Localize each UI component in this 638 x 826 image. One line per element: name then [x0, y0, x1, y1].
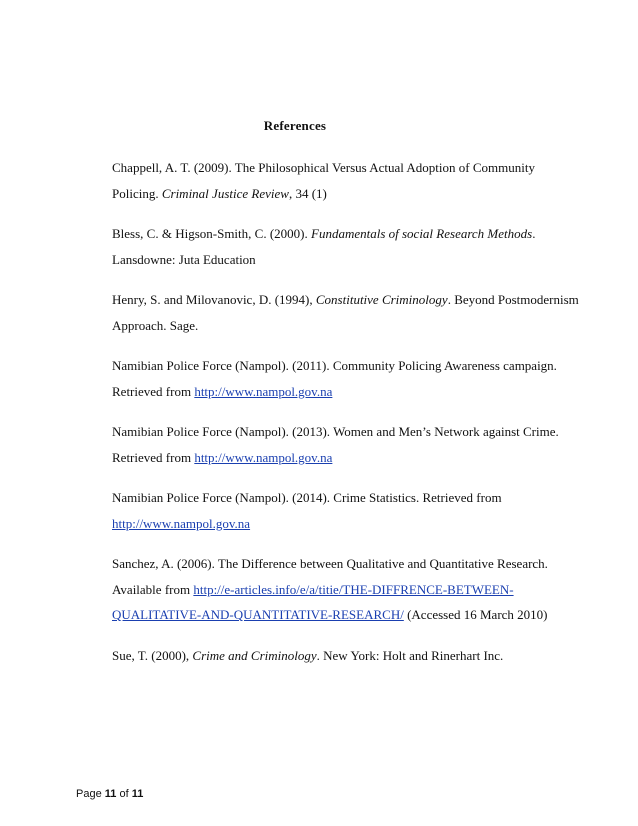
page-total: 11 [131, 788, 144, 800]
reference-title: Crime and Criminology [192, 647, 317, 663]
reference-title: Criminal Justice Review [161, 185, 289, 201]
reference-entry [112, 353, 582, 404]
reference-link[interactable]: http://e-articles.info/e/a/titie/THE-DIFFRENCE-BETWEEN-QUALITATIVE-AND-QUANTITATIVE-RESEARCH/ [112, 581, 514, 622]
reference-text: Sue, T. (2000), [112, 647, 193, 663]
reference-entry [112, 155, 582, 206]
reference-text: . Beyond Postmodernism Approach. Sage. [112, 292, 579, 333]
page-footer [76, 788, 143, 800]
reference-title: Fundamentals of social Research Methods [311, 226, 533, 241]
reference-entry [112, 221, 582, 272]
reference-text: , 34 (1) [288, 185, 327, 201]
reference-title: Constitutive Criminology [315, 292, 448, 307]
reference-list [112, 155, 582, 683]
reference-entry [112, 643, 582, 669]
reference-text: Namibian Police Force (Nampol). (2013). Women and Men’s Network against Crime. Retrieved from [112, 424, 559, 465]
reference-link[interactable]: http://www.nampol.gov.na [112, 515, 251, 531]
reference-entry [112, 287, 582, 338]
page-number: 11 [104, 788, 117, 800]
reference-text: (Accessed 16 March 2010) [403, 607, 548, 622]
reference-entry [112, 551, 582, 628]
reference-text: Henry, S. and Milovanovic, D. (1994), [112, 292, 316, 307]
reference-entry [112, 419, 582, 470]
reference-text: Namibian Police Force (Nampol). (2011). Community Policing Awareness campaign. Retrieved from [112, 358, 557, 399]
reference-text: Bless, C. & Higson-Smith, C. (2000). [112, 226, 311, 241]
reference-text: . New York: Holt and Rinerhart Inc. [316, 647, 504, 663]
reference-link[interactable]: http://www.nampol.gov.na [194, 449, 333, 465]
reference-text: Sanchez, A. (2006). The Difference between Qualitative and Quantitative Research. Available from [112, 556, 548, 597]
page-label: Page [76, 788, 102, 800]
references-heading: References [263, 118, 327, 133]
reference-text: . Lansdowne: Juta Education [112, 226, 536, 267]
reference-text: Chappell, A. T. (2009). The Philosophical Versus Actual Adoption of Community Policing. [112, 160, 535, 201]
of-label: of [119, 788, 129, 800]
reference-link[interactable]: http://www.nampol.gov.na [194, 383, 333, 399]
reference-text: Namibian Police Force (Nampol). (2014). Crime Statistics. Retrieved from [112, 490, 502, 505]
reference-entry [112, 485, 582, 536]
